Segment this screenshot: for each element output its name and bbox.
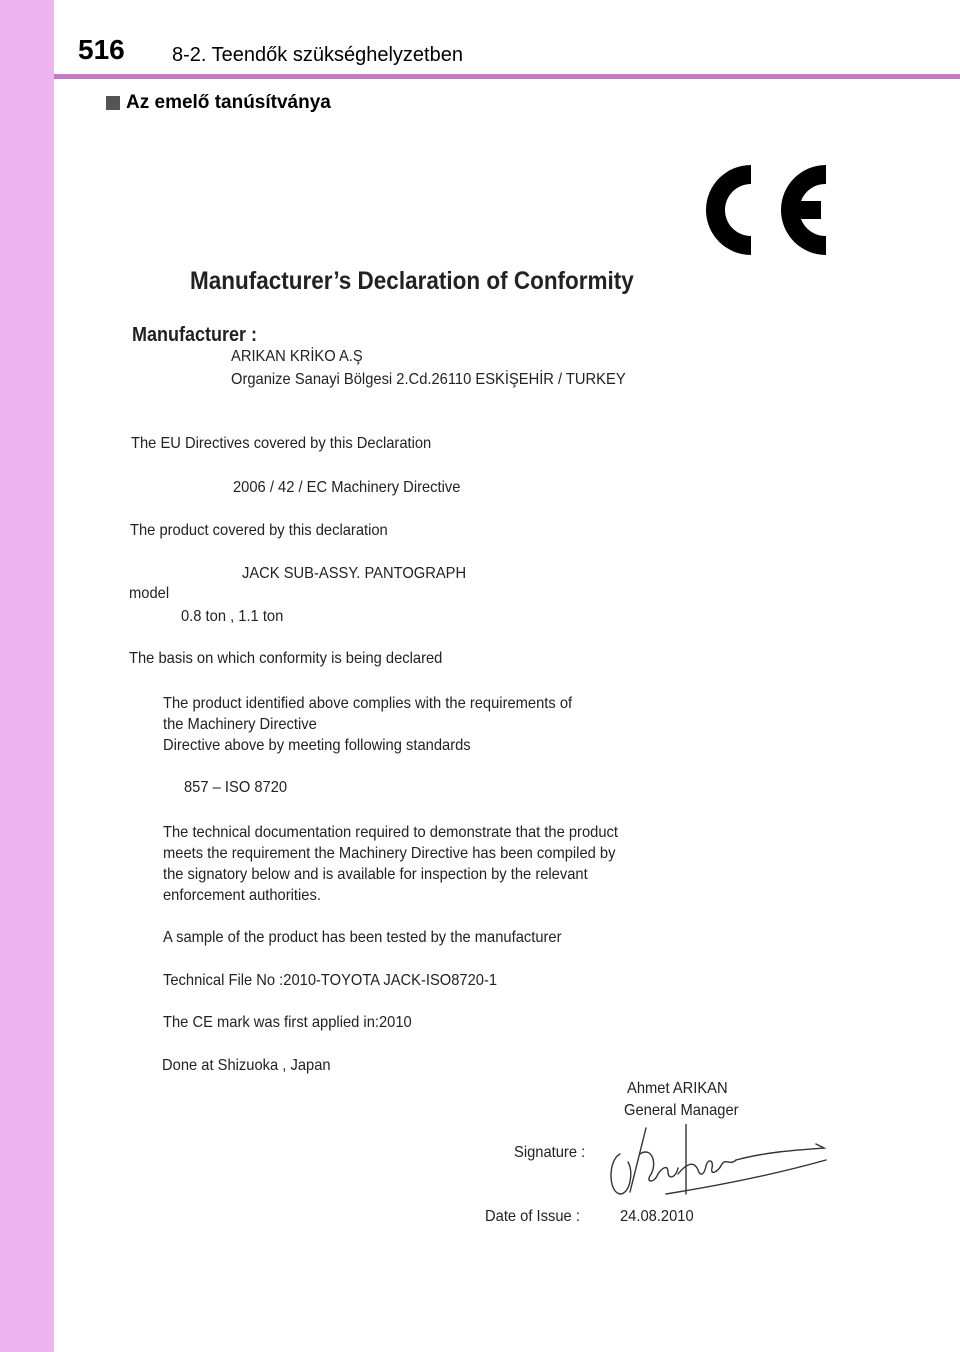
techdoc-line: The technical documentation required to demonstrate that the product bbox=[163, 824, 618, 841]
techdoc-line: enforcement authorities. bbox=[163, 887, 321, 904]
basis-statement bbox=[163, 693, 572, 756]
technical-file-number: Technical File No :2010-TOYOTA JACK-ISO8720-1 bbox=[163, 972, 498, 989]
signatory-title: General Manager bbox=[624, 1102, 739, 1119]
handwritten-signature bbox=[606, 1124, 831, 1202]
ce-mark-logo bbox=[703, 162, 829, 258]
basis-line: the Machinery Directive bbox=[163, 716, 317, 733]
header-rule bbox=[54, 74, 960, 79]
date-of-issue-value: 24.08.2010 bbox=[620, 1208, 694, 1225]
date-of-issue-label: Date of Issue : bbox=[485, 1208, 580, 1225]
model-label: model bbox=[129, 585, 170, 602]
product-label: The product covered by this declaration bbox=[130, 522, 388, 539]
side-margin-bar bbox=[0, 0, 54, 1352]
technical-documentation-statement bbox=[163, 822, 618, 906]
section-heading-text: Az emelő tanúsítványa bbox=[126, 92, 331, 113]
techdoc-line: the signatory below and is available for inspection by the relevant bbox=[163, 866, 588, 883]
basis-label: The basis on which conformity is being declared bbox=[129, 650, 443, 667]
declaration-title: Manufacturer’s Declaration of Conformity bbox=[190, 267, 634, 295]
directive-value: 2006 / 42 / EC Machinery Directive bbox=[233, 479, 461, 496]
sample-statement: A sample of the product has been tested by the manufacturer bbox=[163, 929, 562, 946]
basis-line: The product identified above complies with the requirements of bbox=[163, 695, 573, 712]
standard-value: 857 – ISO 8720 bbox=[184, 779, 288, 796]
basis-line: Directive above by meeting following standards bbox=[163, 737, 471, 754]
page-number: 516 bbox=[78, 34, 125, 65]
product-name: JACK SUB-ASSY. PANTOGRAPH bbox=[242, 565, 467, 582]
chapter-title: 8-2. Teendők szükséghelyzetben bbox=[172, 44, 463, 66]
section-heading bbox=[106, 92, 331, 114]
ce-applied-statement: The CE mark was first applied in:2010 bbox=[163, 1014, 412, 1031]
signature-label: Signature : bbox=[514, 1144, 586, 1161]
manufacturer-name: ARIKAN KRİKO A.Ş bbox=[231, 348, 363, 365]
techdoc-line: meets the requirement the Machinery Directive has been compiled by bbox=[163, 845, 616, 862]
directives-label: The EU Directives covered by this Declaration bbox=[131, 435, 432, 452]
signatory-name: Ahmet ARIKAN bbox=[627, 1080, 728, 1097]
manufacturer-address: Organize Sanayi Bölgesi 2.Cd.26110 ESKİŞEHİR / TURKEY bbox=[231, 371, 626, 388]
manufacturer-label: Manufacturer : bbox=[132, 324, 258, 346]
square-icon bbox=[106, 96, 120, 110]
model-values: 0.8 ton , 1.1 ton bbox=[181, 608, 284, 625]
done-at-location: Done at Shizuoka , Japan bbox=[162, 1057, 331, 1074]
